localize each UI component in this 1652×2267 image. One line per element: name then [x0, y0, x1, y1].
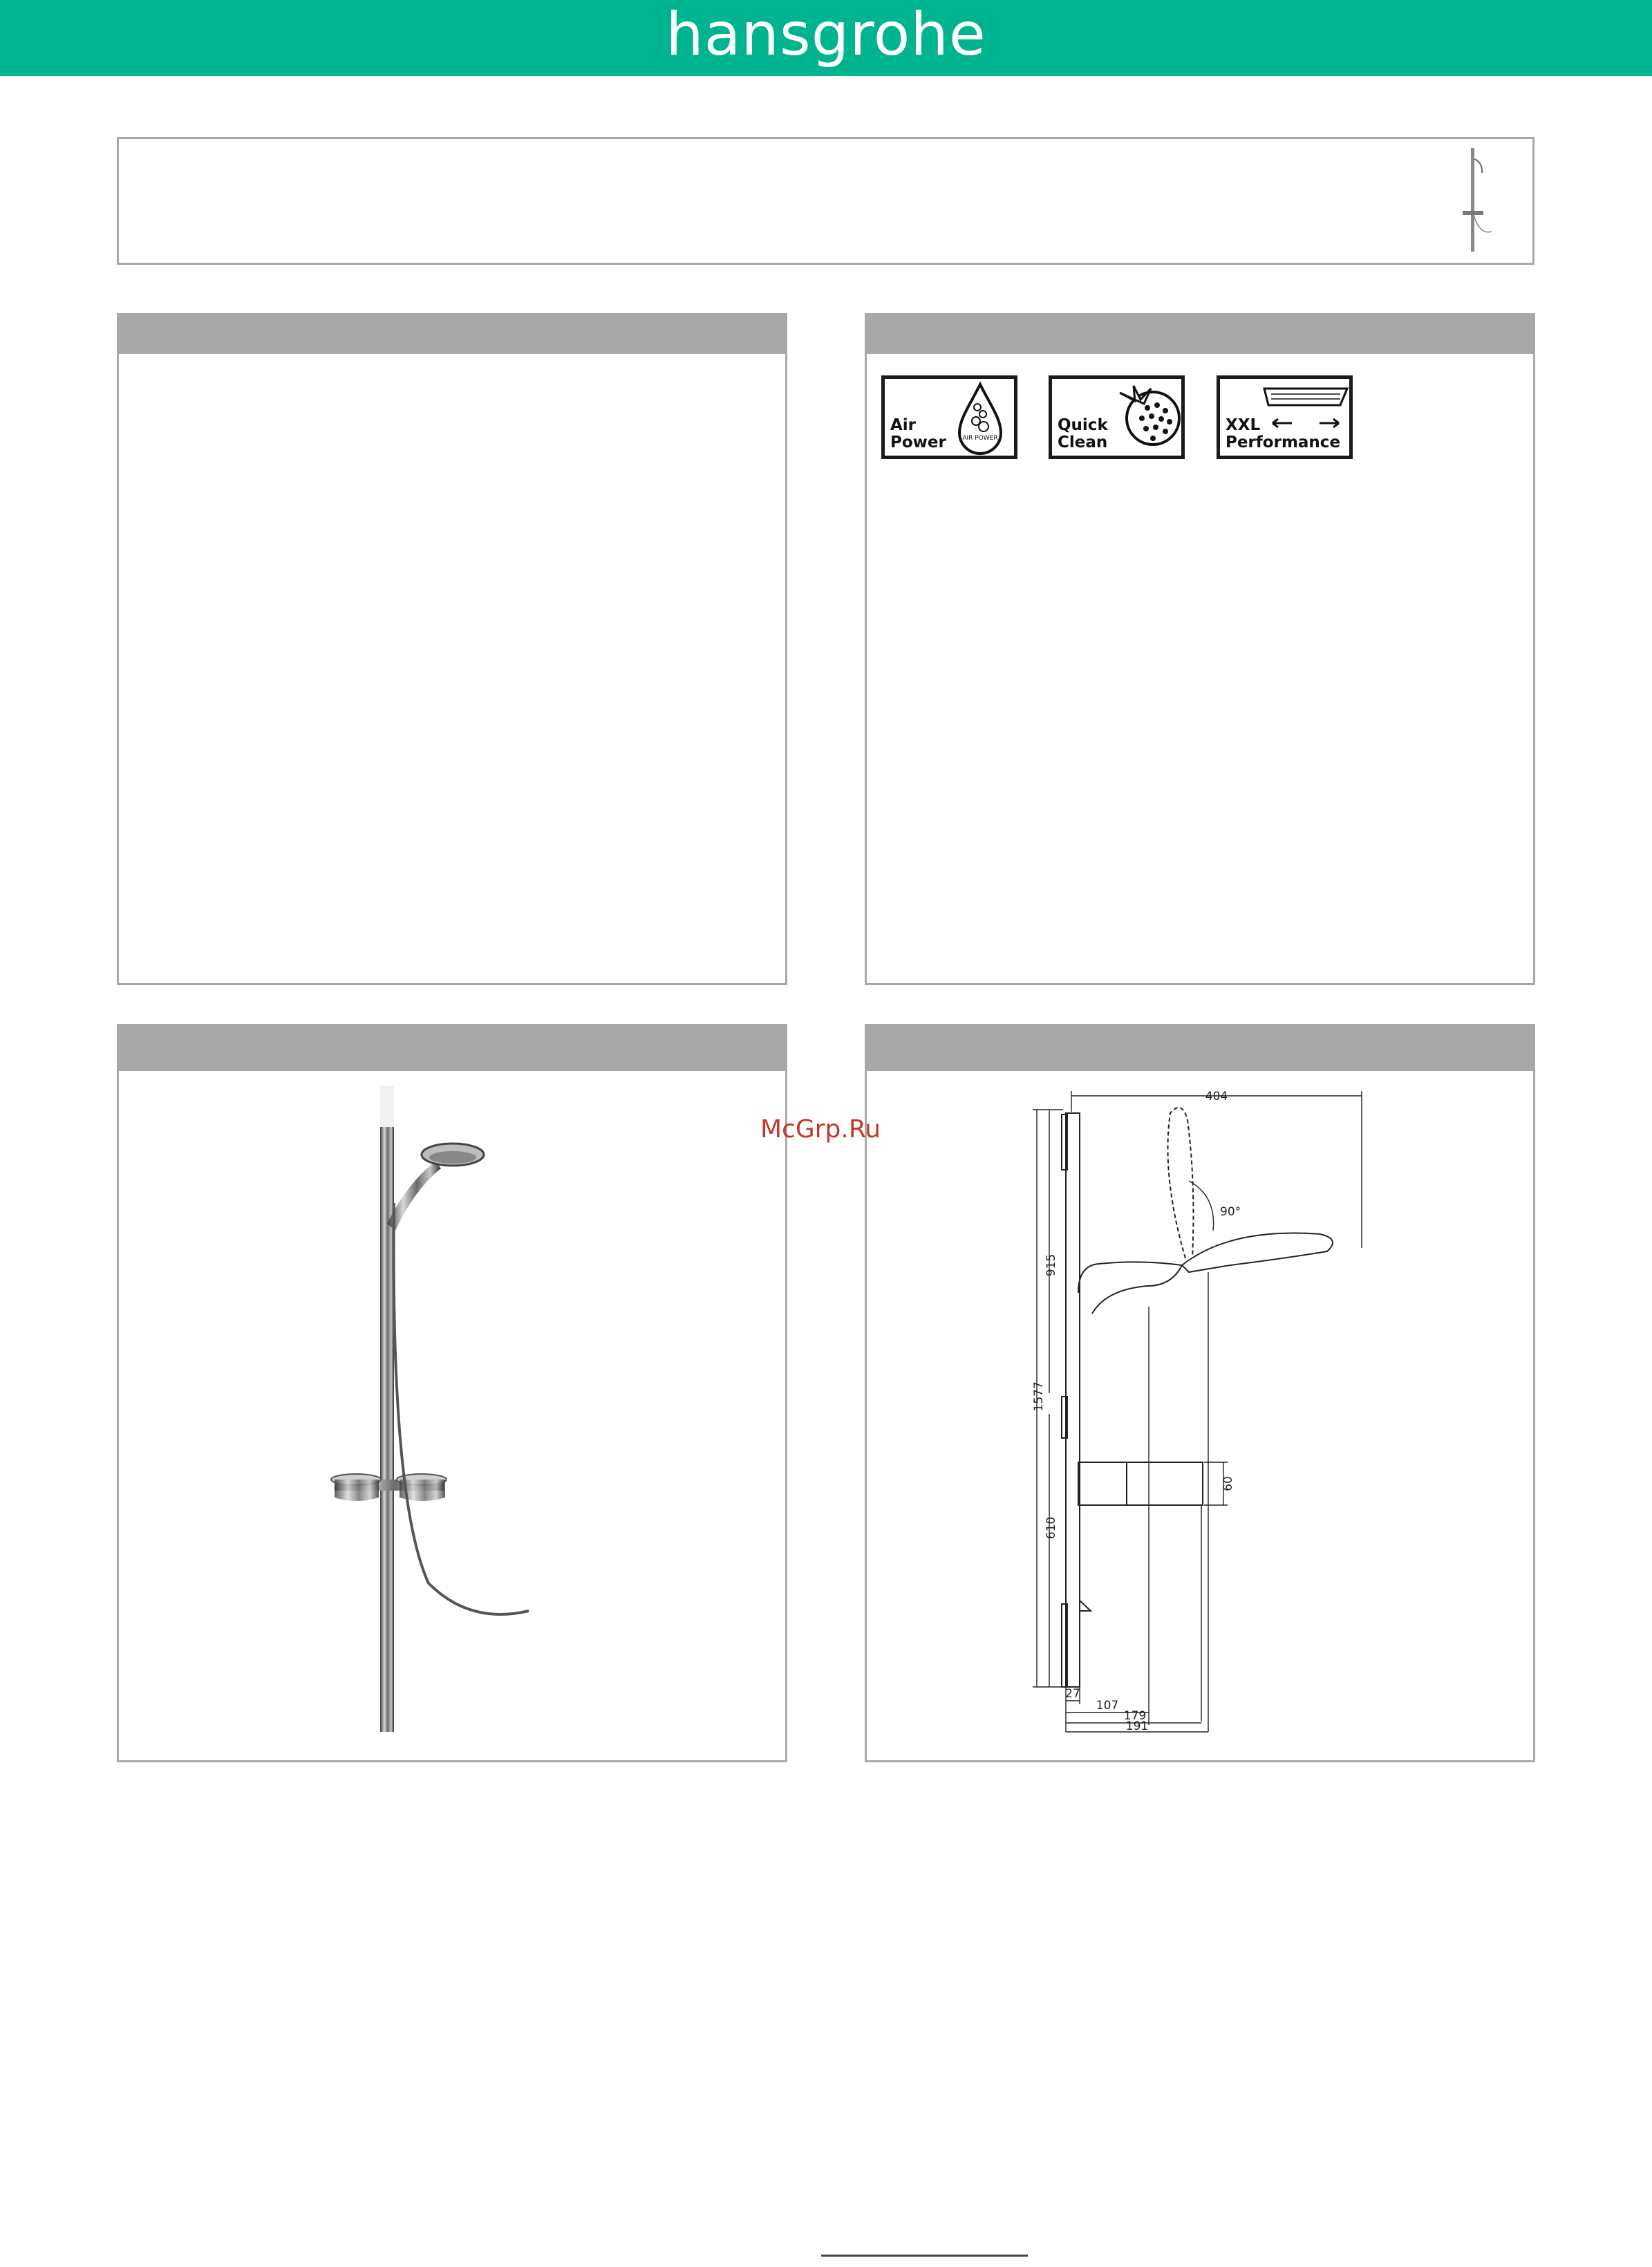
dim-179: 179 [1123, 1709, 1147, 1723]
description-panel [117, 313, 787, 985]
feature-label-line2: Clean [1058, 433, 1108, 451]
watermark: McGrp.Ru [760, 1115, 881, 1144]
dim-191: 191 [1125, 1719, 1149, 1733]
feature-label-line1: Quick [1058, 416, 1108, 434]
shower-set-image [318, 1085, 546, 1735]
feature-label [890, 417, 946, 451]
dim-107: 107 [1096, 1699, 1119, 1713]
feature-label-line1: XXL [1226, 416, 1261, 434]
dim-lower-height: 610 [1044, 1516, 1058, 1540]
dim-angle: 90° [1220, 1205, 1241, 1219]
dim-total-height: 1577 [1032, 1381, 1046, 1412]
footer-line [821, 2255, 1028, 2257]
feature-quick-clean [1049, 375, 1185, 459]
feature-label-line2: Power [890, 433, 946, 451]
product-image-panel-header [119, 1026, 785, 1071]
dim-tray-height: 60 [1221, 1476, 1235, 1491]
feature-xxl-performance [1217, 375, 1353, 459]
features-panel-header [867, 315, 1533, 354]
product-thumbnail [1452, 145, 1493, 256]
dim-upper-height: 915 [1044, 1253, 1058, 1277]
brand-logo: hansgrohe [666, 0, 986, 69]
feature-label [1226, 417, 1340, 451]
product-title-box [117, 137, 1534, 265]
quick-clean-nozzles-icon [1113, 380, 1182, 456]
feature-label-line1: Air [890, 416, 917, 434]
air-power-drop-icon [946, 381, 1015, 457]
dimension-drawing [1023, 1079, 1410, 1742]
air-power-badge: AIR POWER [962, 435, 998, 442]
description-panel-header [119, 315, 785, 354]
dimension-drawing-panel-header [867, 1026, 1533, 1071]
brand-header [0, 0, 1652, 76]
dim-27: 27 [1065, 1687, 1080, 1701]
feature-label-line2: Performance [1226, 433, 1341, 451]
dim-width-top: 404 [1205, 1090, 1228, 1103]
feature-label [1058, 417, 1108, 451]
feature-air-power [881, 375, 1017, 459]
